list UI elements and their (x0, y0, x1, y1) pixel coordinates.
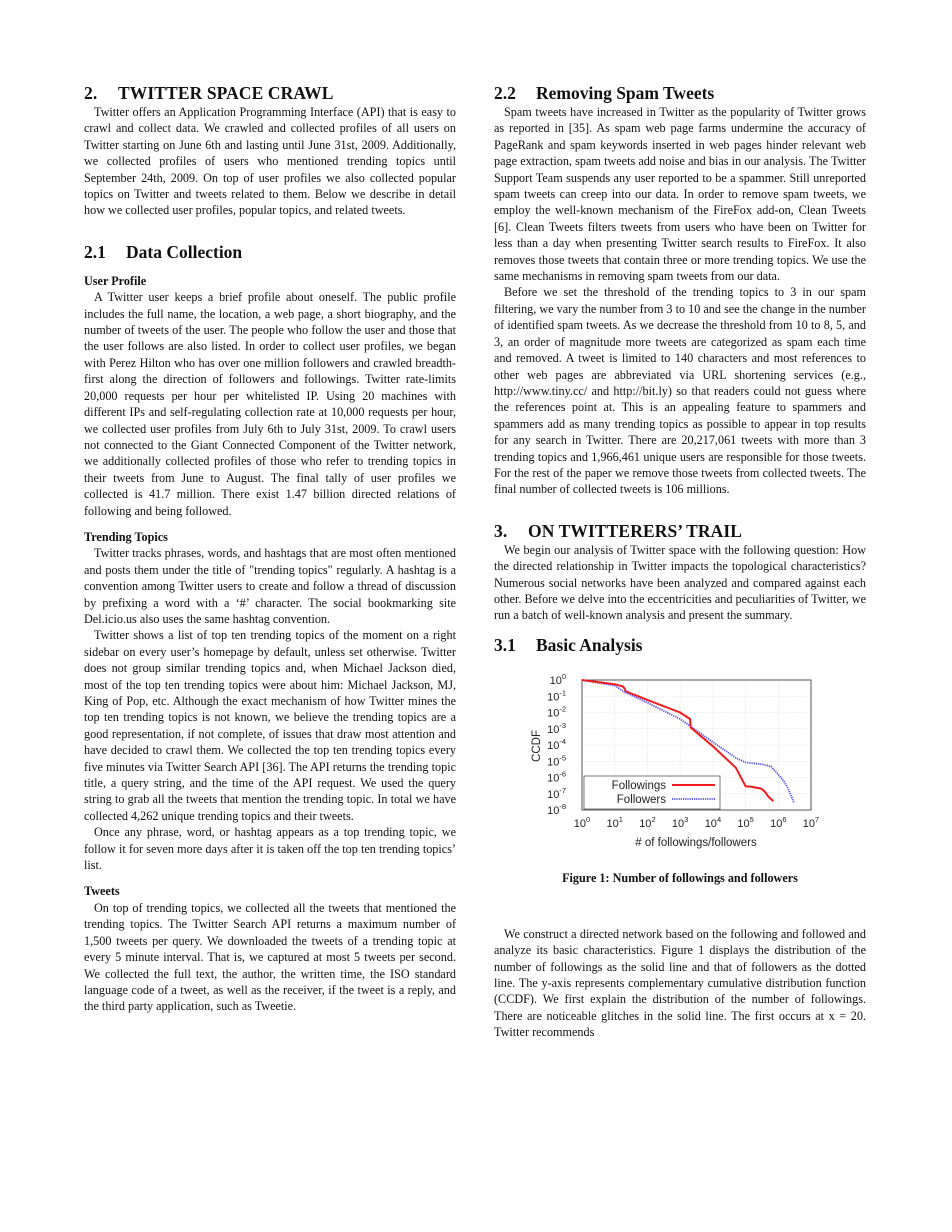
spam-paragraph: Spam tweets have increased in Twitter as the popularity of Twitter grows as reported in [35]. As spam web page farms undermine the accuracy of PageRank and spam keywords inserted in web pages hinder relevant web page extraction, spam tweets add noise and bias in our analysis. The Twitter Support Team suspends any user reported to be a spammer. Still unreported spam tweets can creep into our data. In order to remove spam tweets, we employ the well-known mechanism of the FireFox add-on, Clean Tweets [6]. Clean Tweets filters tweets from users who have been on Twitter for less than a day when presenting Twitter search results to FireFox. It also removes those tweets that contain three or more trending topics. We use the same mechanisms in removing spam tweets from our data. (494, 105, 866, 284)
figure-1-caption: Figure 1: Number of followings and followers (562, 870, 798, 885)
user-profile-text: A Twitter user keeps a brief profile about oneself. The public profile includes the full name, the location, a web page, a short biography, and the number of tweets of the user. The people who follow the user and those that the user follows are also listed. In order to collect user profiles, we began with Perez Hilton who has over one million followers and crawled breadth-first along the direction of followers and followings. Twitter rate-limits 20,000 requests per hour per whitelisted IP. Using 20 machines with different IPs and self-regulating collection rate at 10,000 requests per hour, we collected user profiles from July 6th to July 31st, 2009. To crawl users not connected to the Giant Connected Component of the Twitter network, we additionally collected profiles of those who refer to trending topics in their tweets from June to August. The final tally of user profiles we collected is 41.7 million. There exist 1.47 billion directed relations of following and being followed. (84, 290, 456, 518)
section-number: 2.1 (84, 241, 106, 262)
svg-text:100: $10^0$ (573, 814, 591, 830)
section-title: TWITTER SPACE CRAWL (118, 83, 334, 103)
section-title: Basic Analysis (536, 634, 643, 655)
section-number: 3. (494, 520, 508, 541)
svg-text:10-5: $10^{-5}$ (547, 753, 566, 769)
svg-text:101: $10^1$ (606, 814, 623, 830)
trending-topics-heading: Trending Topics (84, 529, 168, 544)
svg-text:10-7: $10^{-7}$ (547, 785, 566, 801)
section-2-heading (84, 82, 456, 104)
svg-text:100: $10^0$ (549, 671, 566, 687)
svg-text:10-6: $10^{-6}$ (547, 769, 566, 785)
user-profile-heading: User Profile (84, 273, 147, 288)
x-axis-label: # of followings/followers (635, 836, 757, 849)
svg-text:10-3: $10^{-3}$ (547, 720, 566, 736)
section-2-intro: Twitter offers an Application Programming Interface (API) that is easy to crawl and collect data. We crawled and collected profiles of all users on Twitter starting on June 6th and lasting until June 31st, 2009. Additionally, we collected profiles of users who mentioned trending topics until September 24th, 2009. On top of user profiles we also collected popular topics on Twitter and tweets related to them. Below we describe in detail how we collected user profiles, popular topics, and related tweets. (84, 105, 456, 218)
x-axis-ticks (574, 815, 819, 830)
ccdf-chart (494, 664, 866, 864)
section-2-2-heading (494, 82, 866, 104)
tweets-text: On top of trending topics, we collected all the tweets that mentioned the trending topics. The Twitter Search API returns a maximum number of 1,500 tweets per query. We downloaded the tweets of a trending topic at every 5 minute interval. That is, we captured at most 5 tweets per second. We collected the full text, the author, the written time, the ISO standard language code of a tweet, as well as the receiver, if the tweet is a reply, and the third party application, such as Tweetie. (84, 900, 456, 1014)
y-axis-label: CCDF (531, 729, 543, 762)
section-number: 2.2 (494, 83, 516, 103)
basic-analysis-body: We construct a directed network based on the following and followed and analyze its basic characteristics. Figure 1 displays the distribution of the number of followings as the solid line and that of followers as the dotted line. The y-axis represents complementary cumulative distribution function (CCDF). We first explain the distribution of the number of followings. There are noticeable glitches in the solid line. The first occurs at x = 20. Twitter recommends (494, 926, 866, 1040)
svg-text:105: $10^5$ (737, 814, 754, 830)
section-title: Data Collection (126, 241, 243, 262)
trending-topics-paragraph: Twitter tracks phrases, words, and hashtags that are most often mentioned and posts them under the title of "trending topics" regularly. A hashtag is a convention among Twitter users to create and follow a thread of discussion by prefixing a word with a ‘#’ character. The social bookmarking site Del.icio.us also uses the same hashtag convention. (84, 546, 456, 626)
section-title: Removing Spam Tweets (536, 83, 715, 103)
svg-text:10-2: $10^{-2}$ (547, 704, 566, 720)
svg-text:102: $10^2$ (639, 814, 656, 830)
section-3-1-heading (494, 634, 866, 656)
section-2-1-heading (84, 241, 456, 263)
legend-followers-label: Followers (616, 793, 666, 806)
svg-text:107: $10^7$ (802, 814, 820, 830)
section-number: 3.1 (494, 634, 516, 655)
figure-1 (494, 664, 866, 864)
trending-topics-paragraph: Once any phrase, word, or hashtag appears as a top trending topic, we follow it for seven more days after it is taken off the top ten trending topics’ list. (84, 825, 456, 873)
svg-text:10-4: $10^{-4}$ (547, 736, 566, 752)
section-number: 2. (84, 83, 98, 103)
legend-followings-label: Followings (611, 779, 666, 792)
section-3-intro: We begin our analysis of Twitter space with the following question: How the directed relationship in Twitter impacts the topological characteristics? Numerous social networks have been analyzed and compared against each other. Before we delve into the eccentricities and peculiarities of Twitter, we run a batch of well-known analysis and present the summary. (494, 542, 866, 623)
left-column (84, 82, 456, 1015)
y-axis-ticks (547, 672, 566, 817)
tweets-heading: Tweets (84, 884, 120, 899)
section-title: ON TWITTERERS’ TRAIL (528, 520, 743, 541)
right-column (494, 82, 866, 1041)
svg-text:103: $10^3$ (671, 814, 689, 830)
spam-paragraph: Before we set the threshold of the trending topics to 3 in our spam filtering, we vary the number from 3 to 10 and see the change in the number of identified spam tweets. As we decrease the threshold from 10 to 8, 5, and 3, an order of magnitude more tweets are categorized as spam each time and removed. A tweet is limited to 140 characters and most references to other web pages are abbreviated via URL shortening services (e.g., http://www.tiny.cc/ and http://bit.ly) so that readers could not guess where the references point at. This is an appealing feature to spammers and spammers add as many trending topics as possible to appear in top results for any search in Twitter. There are 20,217,061 tweets with more than 3 trending topics and 1,966,461 unique users are responsible for those tweets. For the rest of the paper we remove those tweets from collected tweets. The final number of collected tweets is 106 millions. (494, 285, 866, 497)
svg-text:10-1: $10^{-1}$ (547, 688, 566, 704)
svg-text:106: $10^6$ (770, 814, 787, 830)
svg-text:10-8: $10^{-8}$ (547, 801, 566, 817)
trending-topics-paragraph: Twitter shows a list of top ten trending topics of the moment on a right sidebar on every user’s homepage by default, unless set otherwise. Twitter does not group similar trending topics and, when Michael Jackson died, most of the top ten trending topics were about him: Michael Jackson, MJ, King of Pop, etc. Although the exact mechanism of how Twitter mines the top ten trending topics is not known, we believe the trending topics are a good representation, if not complete, of issues that draw most attention and have decided to crawl them. We collected the top ten trending topics every five minutes via Twitter Search API [36]. The API returns the trending topic title, a query string, and the time of the API request. We used the query string to grab all the tweets that mention the trending topic. In total we have collected 4,262 unique trending topics and their tweets. (84, 628, 456, 823)
section-3-heading (494, 520, 866, 542)
svg-text:104: $10^4$ (704, 814, 722, 830)
